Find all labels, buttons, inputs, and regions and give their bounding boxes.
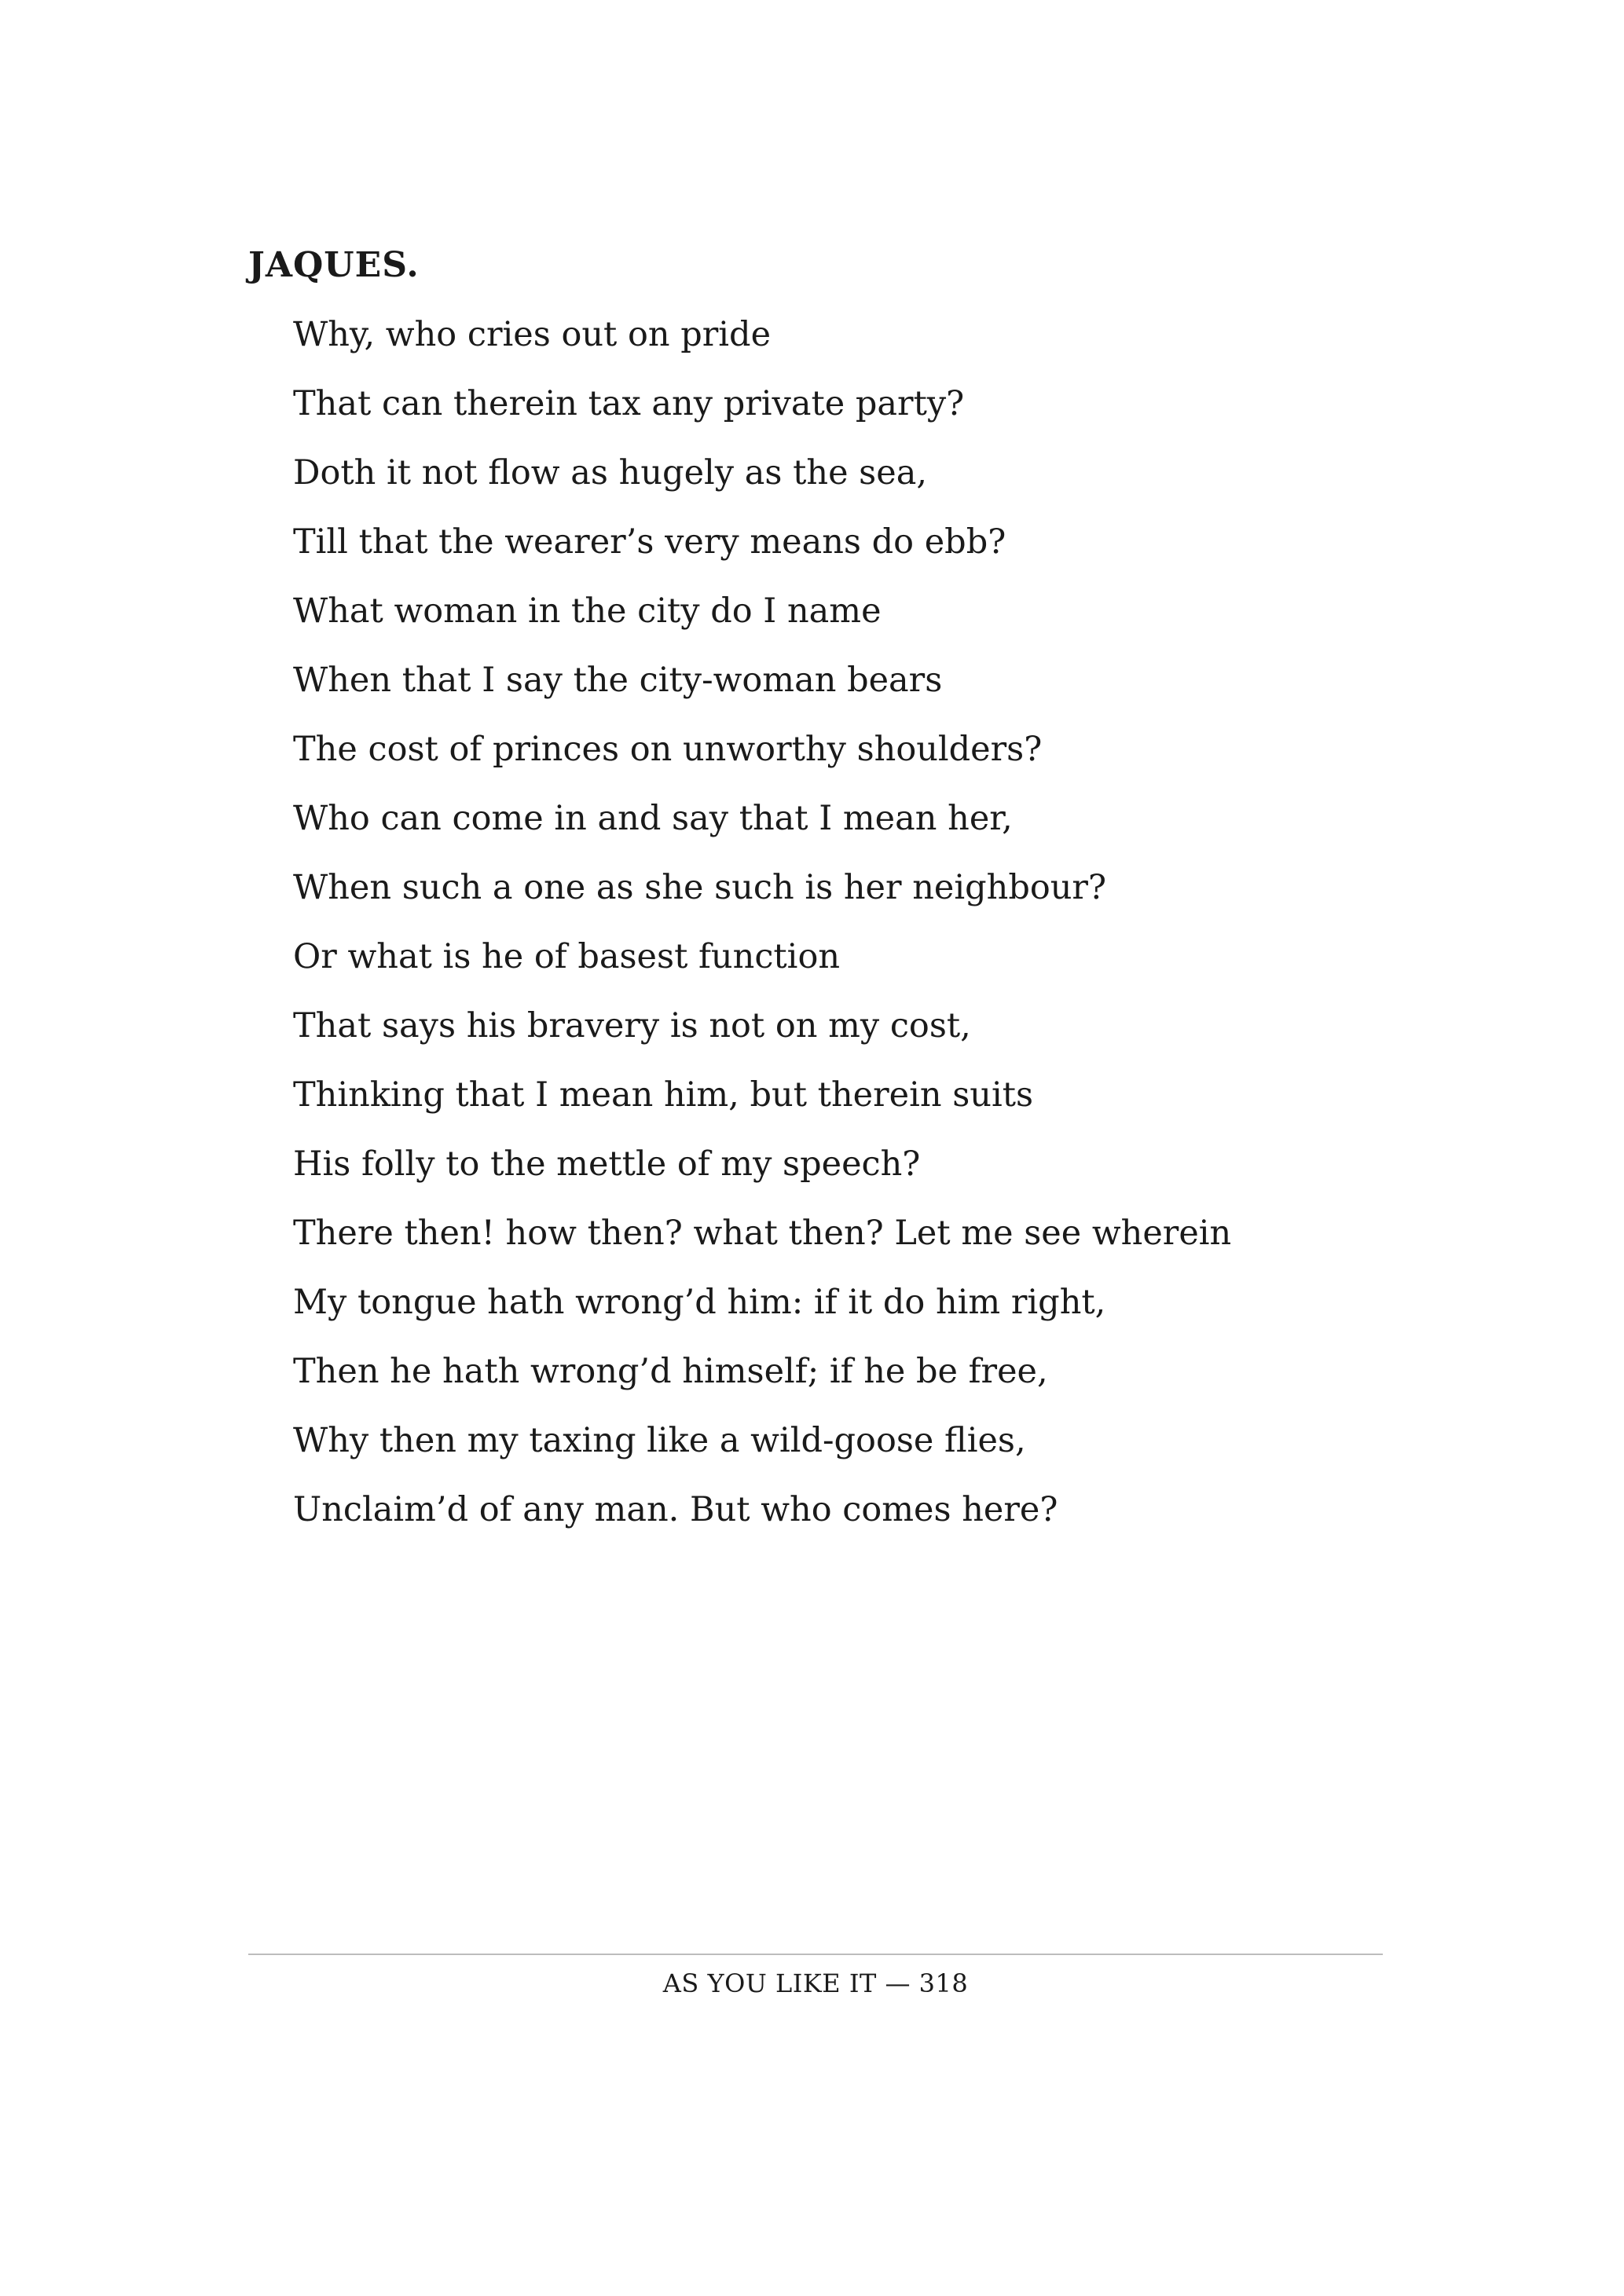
verse-line: Thinking that I mean him, but therein suits: [293, 1075, 1034, 1115]
verse-line: Doth it not flow as hugely as the sea,: [293, 453, 928, 493]
verse-line: What woman in the city do I name: [293, 591, 882, 631]
verse-line: Till that the wearer’s very means do ebb?: [293, 522, 1006, 562]
footer-divider: [248, 1954, 1383, 1955]
verse-line: Who can come in and say that I mean her,: [293, 799, 1013, 838]
verse-block: [293, 311, 1231, 1555]
verse-line: My tongue hath wrong’d him: if it do him right,: [293, 1283, 1106, 1322]
verse-line: Then he hath wrong’d himself; if he be free,: [293, 1352, 1048, 1391]
page-footer: AS YOU LIKE IT — 318: [662, 1968, 969, 1998]
speaker-name: JAQUES.: [248, 245, 420, 285]
verse-line: His folly to the mettle of my speech?: [293, 1144, 921, 1184]
verse-line: Why, who cries out on pride: [293, 315, 772, 354]
verse-line: That can therein tax any private party?: [293, 384, 965, 423]
verse-line: There then! how then? what then? Let me see wherein: [293, 1214, 1232, 1253]
verse-line: Unclaim’d of any man. But who comes here?: [293, 1490, 1058, 1529]
verse-line: Or what is he of basest function: [293, 937, 841, 976]
verse-line: Why then my taxing like a wild-goose flies,: [293, 1421, 1026, 1460]
verse-line: That says his bravery is not on my cost,: [293, 1006, 971, 1045]
verse-line: When that I say the city-woman bears: [293, 661, 943, 700]
verse-line: The cost of princes on unworthy shoulders?: [293, 730, 1043, 769]
verse-line: When such a one as she such is her neighbour?: [293, 868, 1107, 907]
